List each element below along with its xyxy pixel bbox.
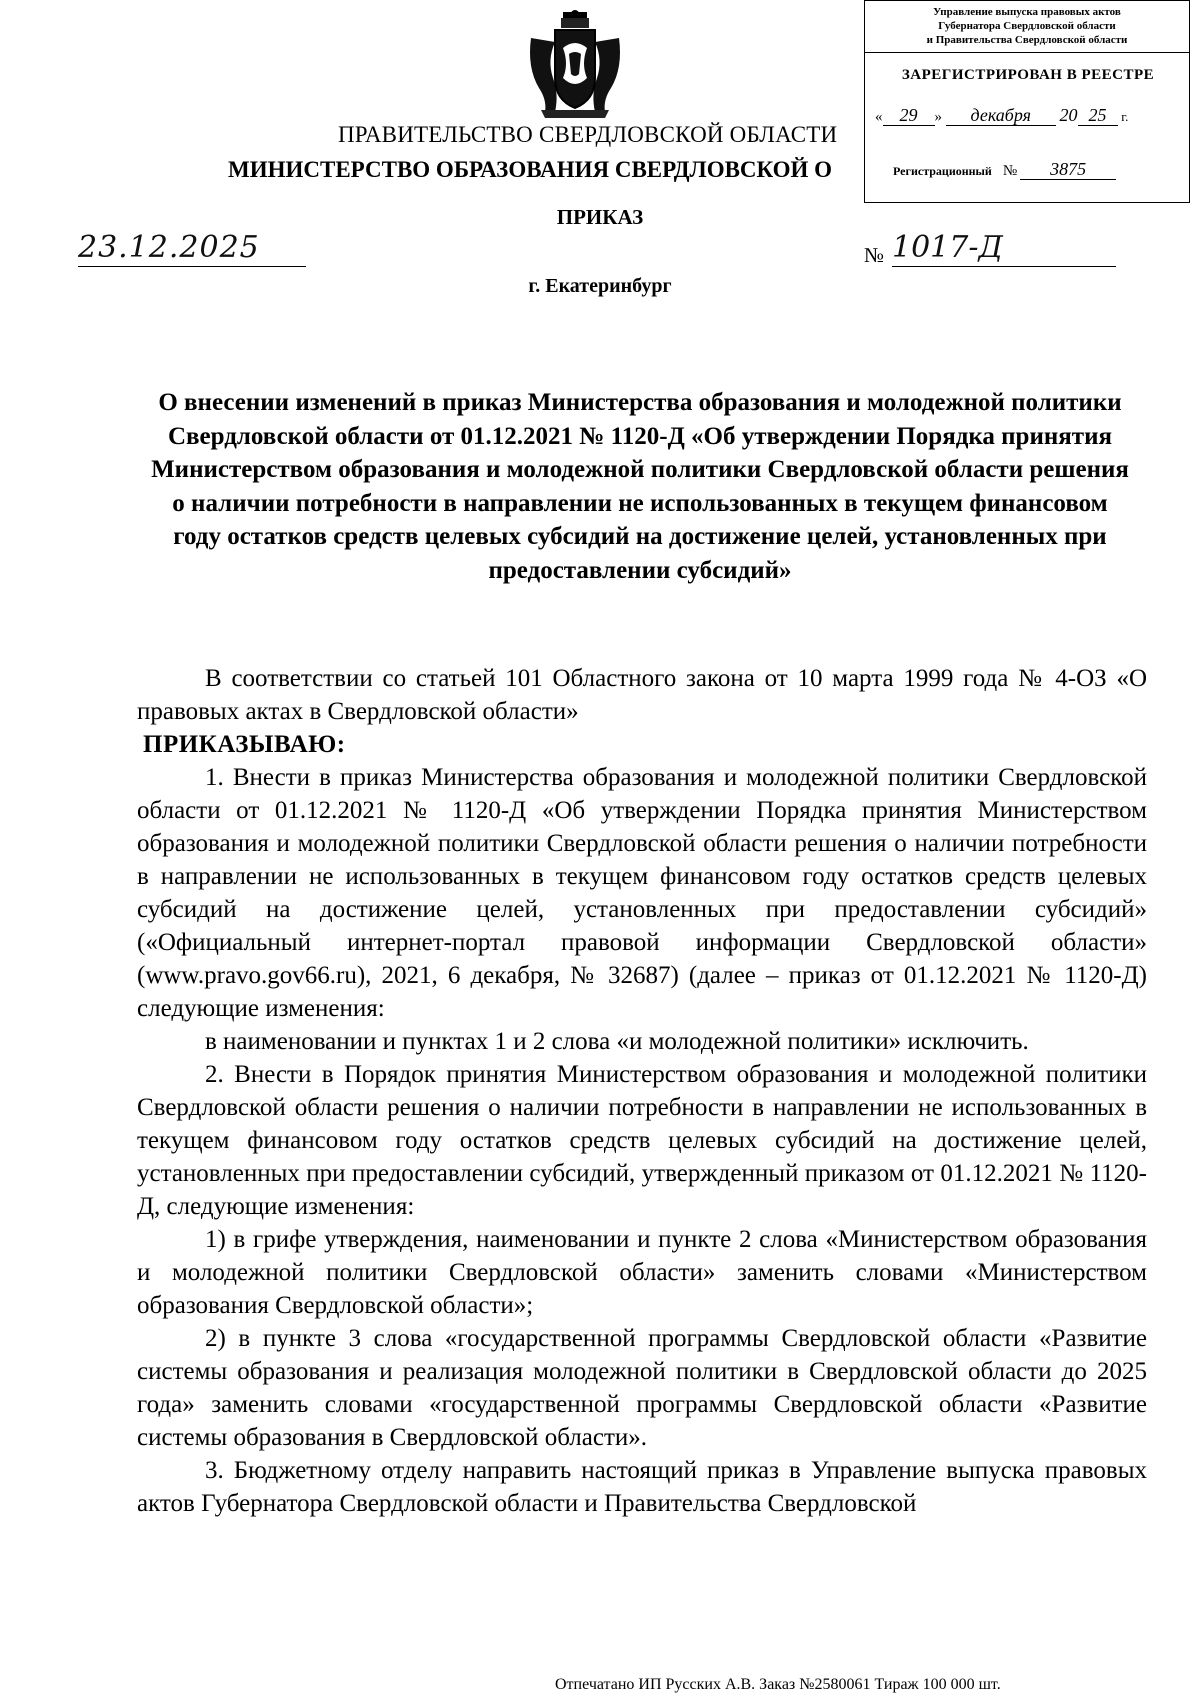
stamp-quote-close: » [934, 109, 942, 125]
print-footer: Отпечатано ИП Русских А.В. Заказ №2580061 Тираж 100 000 шт. [555, 1676, 1001, 1693]
stamp-month: декабря [946, 105, 1056, 126]
stamp-registration [893, 159, 1183, 180]
registration-stamp [864, 0, 1190, 203]
document-body [137, 662, 1147, 1520]
stamp-header-line3: и Правительства Свердловской области [926, 34, 1128, 46]
item-3: 3. Бюджетному отделу направить настоящий приказ в Управление выпуска правовых актов Губернатора Свердловской области и Правительства Свердловской [137, 1457, 1147, 1517]
stamp-day: 29 [883, 105, 935, 126]
item-1: 1. Внести в приказ Министерства образования и молодежной политики Свердловской области от 01.12.2021 № 1120-Д «Об утверждении Порядка принятия Министерством образования и молодежной политики Свердловской области решения о наличии потребности в направлении не использованных в текущем финансовом году остатков средств целевых субсидий на достижение целей, установленных при предоставлении субсидий» («Официальный интернет-портал правовой информации Свердловской области» (www.pravo.gov66.ru), 2021, 6 декабря, № 32687) (далее – приказ от 01.12.2021 № 1120-Д) следующие изменения: [137, 764, 1147, 1022]
stamp-header-line2: Губернатора Свердловской области [938, 20, 1116, 32]
stamp-year-suffix: 25 [1078, 105, 1118, 126]
number-label: № [864, 243, 885, 267]
order-word: ПРИКАЗЫВАЮ: [143, 731, 346, 758]
item-2: 2. Внести в Порядок принятия Министерством образования и молодежной политики Свердловской области решения о наличии потребности в направлении не использованных в текущем финансовом году остатков средств целевых субсидий на достижение целей, установленных при предоставлении субсидий, утвержденный приказом от 01.12.2021 № 1120-Д, следующие изменения: [137, 1061, 1147, 1220]
stamp-reg-number: 3875 [1020, 159, 1116, 180]
item-2-sub-1: 1) в грифе утверждения, наименовании и пункте 2 слова «Министерством образования и молодежной политики Свердловской области» заменить словами «Министерством образования Свердловской области»; [137, 1226, 1147, 1319]
stamp-date [875, 105, 1185, 126]
document-type: ПРИКАЗ [556, 205, 644, 229]
stamp-header [865, 1, 1189, 53]
ministry-name: МИНИСТЕРСТВО ОБРАЗОВАНИЯ СВЕРДЛОВСКОЙ О [228, 157, 833, 182]
document-title: О внесении изменений в приказ Министерства образования и молодежной политики Свердловской области от 01.12.2021 № 1120-Д «Об утверждении Порядка принятия Министерством образования и молодежной политики Свердловской области решения о наличии потребности в направлении не использованных в текущем финансовом году остатков средств целевых субсидий на достижение целей, установленных при предоставлении субсидий» [151, 389, 1129, 584]
government-name: ПРАВИТЕЛЬСТВО СВЕРДЛОВСКОЙ ОБЛАСТИ [338, 122, 838, 147]
item-2-sub-2: 2) в пункте 3 слова «государственной программы Свердловской области «Развитие системы образования и реализация молодежной политики в Свердловской области до 2025 года» заменить словами «государственной программы Свердловской области «Развитие системы образования в Свердловской области». [137, 1325, 1147, 1451]
stamp-reg-no-sign: № [1002, 163, 1018, 179]
city: г. Екатеринбург [528, 275, 672, 297]
stamp-reg-label: Регистрационный [893, 164, 992, 178]
stamp-header-line1: Управление выпуска правовых актов [933, 6, 1121, 18]
stamp-year-abbr: г. [1121, 109, 1129, 124]
handwritten-number: 1017-Д [892, 232, 1116, 267]
item-1-sub: в наименовании и пунктах 1 и 2 слова «и молодежной политики» исключить. [205, 1028, 1029, 1055]
stamp-title: ЗАРЕГИСТРИРОВАН В РЕЕСТРЕ [901, 67, 1155, 83]
coat-of-arms-icon [525, 8, 625, 118]
preamble: В соответствии со статьей 101 Областного закона от 10 марта 1999 года № 4-ОЗ «О правовых актах в Свердловской области» [137, 665, 1147, 725]
stamp-year-prefix: 20 [1059, 105, 1078, 125]
stamp-quote-open: « [875, 109, 883, 125]
handwritten-date: 23.12.2025 [78, 232, 306, 267]
